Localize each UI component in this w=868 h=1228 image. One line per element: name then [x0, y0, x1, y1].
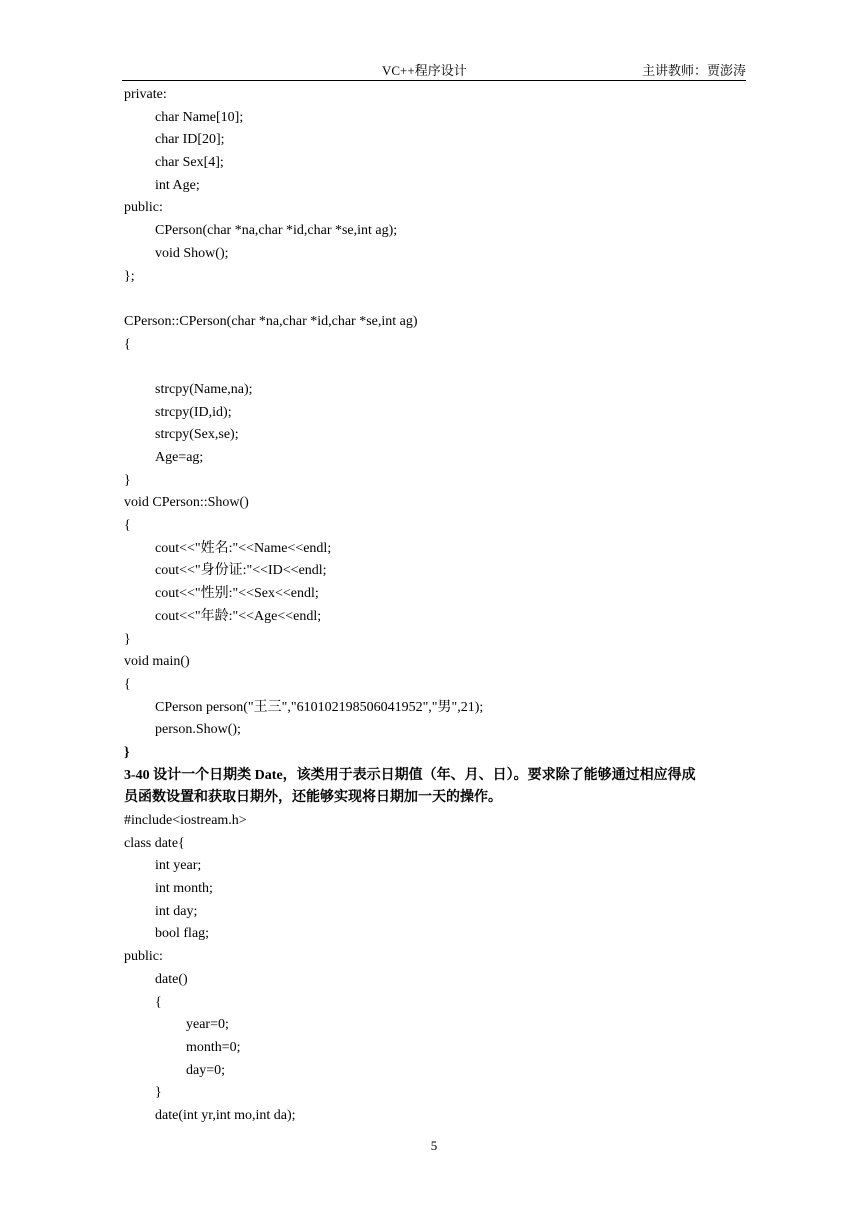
code-line: { [124, 336, 131, 352]
code-line: cout<<"身份证:"<<ID<<endl; [155, 563, 327, 579]
code-line: strcpy(Sex,se); [155, 427, 239, 443]
code-block-date [124, 810, 746, 1128]
code-line: CPerson(char *na,char *id,char *se,int ag); [155, 223, 398, 239]
code-line: CPerson::CPerson(char *na,char *id,char *se,int ag) [124, 313, 418, 329]
code-line: void Show(); [155, 245, 229, 261]
code-line: } [124, 472, 131, 488]
code-line: bool flag; [155, 926, 210, 942]
teacher-name: 主讲教师：贾澎涛 [641, 63, 746, 78]
header-divider [122, 80, 746, 81]
code-line: strcpy(ID,id); [155, 404, 232, 420]
code-line: char Sex[4]; [155, 155, 224, 171]
question-text-1: 设计一个日期类 Date，该类用于表示日期值（年、月、日）。要求除了能够通过相应得成 [149, 767, 696, 783]
question-line-2: 员函数设置和获取日期外，还能够实现将日期加一天的操作。 [124, 790, 502, 806]
code-line: cout<<"年龄:"<<Age<<endl; [155, 608, 322, 624]
code-line: public: [124, 949, 163, 965]
course-title: VC++程序设计 [382, 63, 467, 78]
code-line: month=0; [186, 1039, 241, 1055]
code-block-cperson [124, 84, 746, 765]
code-line: person.Show(); [155, 722, 241, 738]
code-line: } [124, 744, 130, 760]
code-line: date() [155, 971, 188, 987]
code-line: year=0; [186, 1017, 229, 1033]
code-line: } [155, 1085, 162, 1101]
code-line: date(int yr,int mo,int da); [155, 1107, 296, 1123]
page-header [122, 62, 746, 80]
code-line: #include<iostream.h> [124, 813, 247, 828]
code-line [124, 288, 746, 311]
code-line: Age=ag; [155, 450, 204, 465]
code-line: private: [124, 87, 167, 102]
code-line: { [124, 518, 131, 534]
code-line: { [155, 994, 162, 1010]
code-line: char Name[10]; [155, 109, 244, 125]
code-line: class date{ [124, 835, 185, 851]
question-line-1 [124, 765, 746, 788]
page-number: 5 [430, 1138, 438, 1153]
code-line: int Age; [155, 177, 200, 193]
code-line: cout<<"性别:"<<Sex<<endl; [155, 586, 319, 602]
code-line: cout<<"姓名:"<<Name<<endl; [155, 540, 332, 556]
code-line: void CPerson::Show() [124, 495, 249, 511]
code-line: strcpy(Name,na); [155, 381, 253, 397]
code-line: int day; [155, 903, 198, 919]
code-line: CPerson person("王三","610102198506041952","男",21); [155, 699, 484, 715]
code-line [124, 356, 746, 379]
code-line: }; [124, 268, 135, 284]
document-body [124, 84, 746, 1128]
code-line: int year; [155, 858, 202, 874]
code-line: } [124, 631, 131, 647]
code-line: day=0; [186, 1062, 225, 1078]
question-number: 3-40 [124, 767, 150, 783]
code-line: public: [124, 200, 163, 216]
code-line: void main() [124, 654, 190, 670]
code-line: { [124, 676, 131, 692]
code-line: int month; [155, 881, 213, 897]
code-line: char ID[20]; [155, 132, 225, 148]
